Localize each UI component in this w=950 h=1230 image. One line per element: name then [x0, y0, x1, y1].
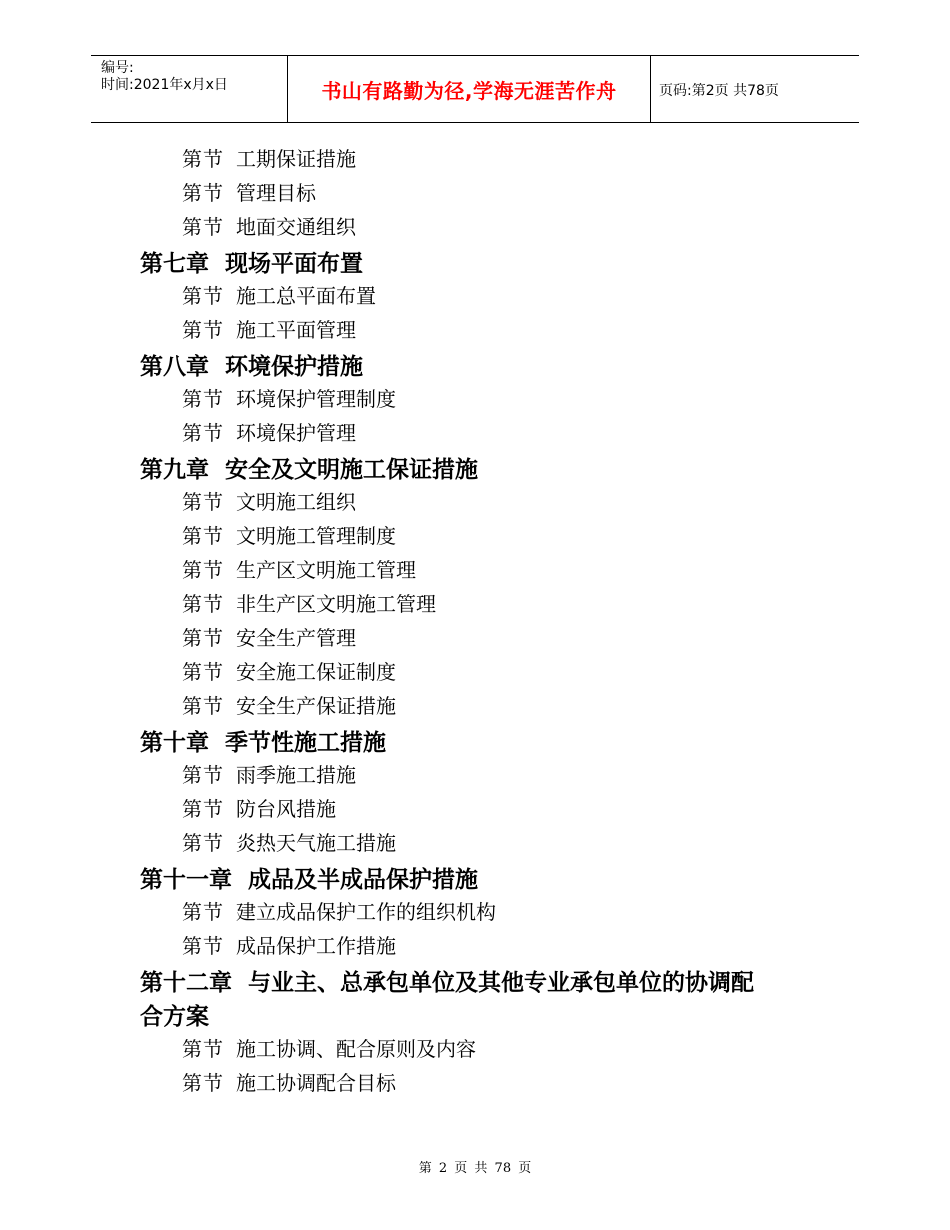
chapter-number: 第十一章 — [140, 867, 232, 893]
toc-section-entry — [182, 520, 396, 549]
section-title: 安全生产保证措施 — [236, 694, 396, 718]
chapter-title: 季节性施工措施 — [225, 730, 386, 756]
chapter-title: 环境保护措施 — [225, 354, 363, 380]
toc-section-entry — [182, 383, 396, 412]
chapter-number: 第八章 — [140, 354, 209, 380]
section-title: 非生产区文明施工管理 — [236, 592, 436, 616]
section-title: 施工协调配合目标 — [236, 1071, 396, 1095]
section-prefix: 第节 — [182, 1071, 224, 1095]
section-prefix: 第节 — [182, 831, 224, 855]
section-prefix: 第节 — [182, 900, 224, 924]
section-title: 施工总平面布置 — [236, 284, 376, 308]
toc-section-entry — [182, 1033, 476, 1062]
toc-section-entry — [182, 314, 356, 343]
toc-section-entry — [182, 177, 316, 206]
toc-section-entry — [182, 417, 356, 446]
section-prefix: 第节 — [182, 934, 224, 958]
section-prefix: 第节 — [182, 181, 224, 205]
section-title: 施工协调、配合原则及内容 — [236, 1037, 476, 1061]
toc-chapter-heading — [140, 861, 478, 894]
header-page-info: 页码:第2页 共78页 — [659, 83, 779, 99]
section-prefix: 第节 — [182, 524, 224, 548]
toc-chapter-heading — [140, 348, 363, 381]
section-title: 地面交通组织 — [236, 215, 356, 239]
toc-chapter-heading — [140, 998, 209, 1031]
section-prefix: 第节 — [182, 592, 224, 616]
section-prefix: 第节 — [182, 421, 224, 445]
section-title: 炎热天气施工措施 — [236, 831, 396, 855]
page-header — [91, 55, 859, 123]
section-title: 环境保护管理制度 — [236, 387, 396, 411]
chapter-title: 现场平面布置 — [225, 251, 363, 277]
section-title: 雨季施工措施 — [236, 763, 356, 787]
section-prefix: 第节 — [182, 284, 224, 308]
section-title: 工期保证措施 — [236, 147, 356, 171]
toc-section-entry — [182, 622, 356, 651]
toc-section-entry — [182, 690, 396, 719]
section-prefix: 第节 — [182, 387, 224, 411]
chapter-number: 第十二章 — [140, 970, 232, 996]
section-prefix: 第节 — [182, 490, 224, 514]
section-title: 环境保护管理 — [236, 421, 356, 445]
section-title: 管理目标 — [236, 181, 316, 205]
toc-section-entry — [182, 1067, 396, 1096]
section-prefix: 第节 — [182, 694, 224, 718]
section-prefix: 第节 — [182, 660, 224, 684]
header-meta — [101, 60, 228, 94]
toc-section-entry — [182, 827, 396, 856]
toc-chapter-heading — [140, 964, 754, 997]
section-title: 安全施工保证制度 — [236, 660, 396, 684]
toc-section-entry — [182, 143, 356, 172]
toc-section-entry — [182, 896, 496, 925]
chapter-number: 第十章 — [140, 730, 209, 756]
section-title: 施工平面管理 — [236, 318, 356, 342]
chapter-title: 成品及半成品保护措施 — [248, 867, 478, 893]
toc-section-entry — [182, 930, 396, 959]
chapter-number: 第七章 — [140, 251, 209, 277]
chapter-title: 合方案 — [140, 1004, 209, 1030]
chapter-title: 与业主、总承包单位及其他专业承包单位的协调配 — [248, 970, 754, 996]
document-time-label: 时间:2021年x月x日 — [101, 77, 228, 93]
toc-section-entry — [182, 211, 356, 240]
toc-chapter-heading — [140, 724, 386, 757]
chapter-title: 安全及文明施工保证措施 — [225, 457, 478, 483]
section-prefix: 第节 — [182, 797, 224, 821]
section-title: 建立成品保护工作的组织机构 — [236, 900, 496, 924]
section-title: 文明施工组织 — [236, 490, 356, 514]
section-title: 成品保护工作措施 — [236, 934, 396, 958]
page-footer: 第 2 页 共 78 页 — [418, 1161, 532, 1176]
toc-section-entry — [182, 793, 336, 822]
toc-section-entry — [182, 656, 396, 685]
section-title: 生产区文明施工管理 — [236, 558, 416, 582]
toc-section-entry — [182, 486, 356, 515]
toc-chapter-heading — [140, 245, 363, 278]
section-prefix: 第节 — [182, 318, 224, 342]
toc-chapter-heading — [140, 451, 478, 484]
section-prefix: 第节 — [182, 147, 224, 171]
section-title: 安全生产管理 — [236, 626, 356, 650]
header-motto: 书山有路勤为径,学海无涯苦作舟 — [287, 56, 651, 122]
section-prefix: 第节 — [182, 215, 224, 239]
section-title: 防台风措施 — [236, 797, 336, 821]
toc-section-entry — [182, 588, 436, 617]
section-prefix: 第节 — [182, 558, 224, 582]
toc-section-entry — [182, 759, 356, 788]
document-number-label: 编号: — [101, 60, 134, 76]
toc-section-entry — [182, 280, 376, 309]
chapter-number: 第九章 — [140, 457, 209, 483]
toc-section-entry — [182, 554, 416, 583]
section-prefix: 第节 — [182, 763, 224, 787]
section-prefix: 第节 — [182, 1037, 224, 1061]
section-title: 文明施工管理制度 — [236, 524, 396, 548]
section-prefix: 第节 — [182, 626, 224, 650]
